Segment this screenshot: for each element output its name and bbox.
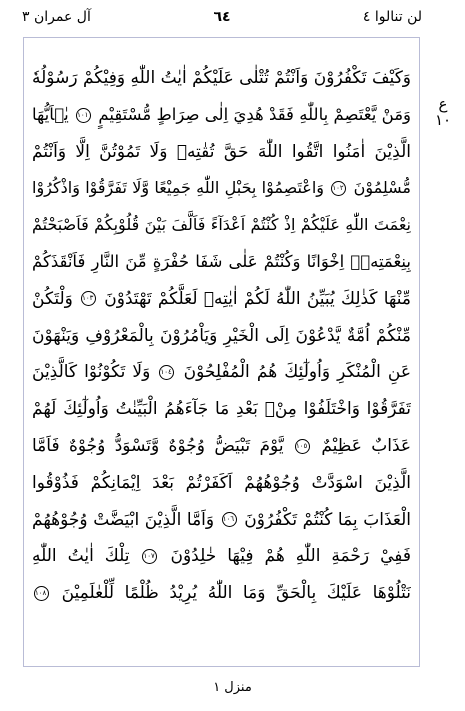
verse-text: وَاعْتَصِمُوْا بِحَبْلِ اللّٰهِ جَمِيْعًا وَّلَا تَفَرَّقُوْا وَاذْكُرُوْا — [32, 178, 325, 198]
verse-text: وَلْتَكُنْ — [32, 288, 73, 309]
verse-text: عَذَابٌ عَظِيْمٌ — [321, 436, 411, 456]
verse-text: نَتْلُوْهَا عَلَيْكَ بِالْحَقِّ وَمَا اللّٰهُ يُرِيْدُ ظُلْمًا لِّلْعٰلَمِيْنَ — [61, 583, 411, 604]
ayah-number-marker: ١٠٥ — [295, 439, 310, 454]
ruku-marker — [428, 96, 458, 146]
verse-text: الَّذِيْنَ اٰمَنُوا اتَّقُوا اللّٰهَ حَقَّ تُقٰتِهٖ وَلَا تَمُوْتُنَّ اِلَّا وَاَنْتُمْ — [32, 141, 411, 162]
verse-text: مِّنْهَا كَذٰلِكَ يُبَيِّنُ اللّٰهُ لَكُمْ اٰيٰتِهٖ لَعَلَّكُمْ تَهْتَدُوْنَ — [104, 288, 411, 309]
verse-text: وَمَنْ يَّعْتَصِمْ بِاللّٰهِ فَقَدْ هُدِيَ اِلٰى صِرَاطٍ مُّسْتَقِيْمٍ — [98, 104, 411, 124]
verse-line — [32, 244, 411, 281]
verse-text: الْعَذَابَ بِمَا كُنْتُمْ تَكْفُرُوْنَ — [244, 509, 411, 530]
ayah-number-marker: ١٠٢ — [331, 181, 346, 196]
verse-text: عَنِ الْمُنْكَرِ وَاُولٰٓئِكَ هُمُ الْمُفْلِحُوْنَ — [183, 362, 411, 383]
verse-line — [32, 207, 411, 244]
verse-line — [32, 354, 411, 391]
verse-text: وَلَا تَكُوْنُوْا كَالَّذِيْنَ — [32, 362, 151, 383]
verse-line — [32, 97, 411, 134]
verse-line — [32, 538, 411, 575]
verse-line — [32, 465, 411, 502]
verse-text: مُّسْلِمُوْنَ — [353, 178, 411, 198]
verse-text: مِّنْكُمْ اُمَّةٌ يَّدْعُوْنَ اِلَى الْخَيْرِ وَيَاْمُرُوْنَ بِالْمَعْرُوْفِ وَيَنْهَوْنَ — [32, 325, 411, 346]
verse-line — [32, 281, 411, 318]
ayah-number-marker: ١٠٨ — [34, 586, 49, 601]
verse-lines — [24, 38, 419, 666]
ayah-number-marker: ١٠٧ — [142, 549, 157, 564]
verse-text: تَفَرَّقُوْا وَاخْتَلَفُوْا مِنْۢ بَعْدِ مَا جَآءَهُمُ الْبَيِّنٰتُ وَاُولٰٓئِكَ لَهُمْ — [32, 399, 411, 420]
verse-line — [32, 391, 411, 428]
verse-text: يَّوْمَ تَبْيَضُّ وُجُوْهٌ وَّتَسْوَدُّ وُجُوْهٌ فَاَمَّا — [32, 436, 284, 456]
page-number: ٦٤ — [213, 9, 231, 25]
text-frame — [23, 37, 420, 667]
verse-line — [32, 60, 411, 97]
verse-text: فَفِيْ رَحْمَةِ اللّٰهِ هُمْ فِيْهَا خٰلِدُوْنَ — [170, 546, 411, 567]
ayah-number-marker: ١٠٤ — [159, 365, 174, 380]
verse-line — [32, 502, 411, 539]
ruku-marker-letter: ع — [438, 95, 448, 113]
verse-line — [32, 170, 411, 207]
manzil-label: منزل ١ — [213, 680, 252, 695]
ayah-number-marker: ١٠٦ — [222, 512, 237, 527]
verse-line — [32, 575, 411, 612]
verse-text: تِلْكَ اٰيٰتُ اللّٰهِ — [32, 546, 130, 567]
verse-text: وَكَيْفَ تَكْفُرُوْنَ وَاَنْتُمْ تُتْلٰى عَلَيْكُمْ اٰيٰتُ اللّٰهِ وَفِيْكُمْ رَسُوْلُهٗ — [32, 68, 411, 88]
juz-title: لن تنالوا ٤ — [362, 9, 422, 25]
verse-text: نِعْمَتَ اللّٰهِ عَلَيْكُمْ اِذْ كُنْتُمْ اَعْدَآءً فَاَلَّفَ بَيْنَ قُلُوْبِكُمْ فَاَصْبَحْتُمْ — [32, 215, 411, 235]
verse-text: بِنِعْمَتِهٖۤ اِخْوَانًا وَكُنْتُمْ عَلٰى شَفَا حُفْرَةٍ مِّنَ النَّارِ فَاَنْقَذَكُمْ — [32, 252, 411, 271]
page-header — [22, 6, 422, 28]
ruku-marker-number: ١٠ — [434, 111, 452, 129]
verse-line — [32, 428, 411, 465]
ayah-number-marker: ١٠١ — [76, 108, 91, 123]
verse-line — [32, 318, 411, 355]
verse-text: وَاَمَّا الَّذِيْنَ ابْيَضَّتْ وُجُوْهُهُمْ — [32, 509, 215, 530]
verse-text: الَّذِيْنَ اسْوَدَّتْ وُجُوْهُهُمْ اَكَفَرْتُمْ بَعْدَ اِيْمَانِكُمْ فَذُوْقُوا — [32, 472, 411, 493]
ayah-number-marker: ١٠٣ — [81, 291, 96, 306]
surah-title: آل عمران ٣ — [22, 9, 91, 25]
verse-text: يٰۤاَيُّهَا — [32, 104, 69, 124]
verse-line — [32, 134, 411, 171]
